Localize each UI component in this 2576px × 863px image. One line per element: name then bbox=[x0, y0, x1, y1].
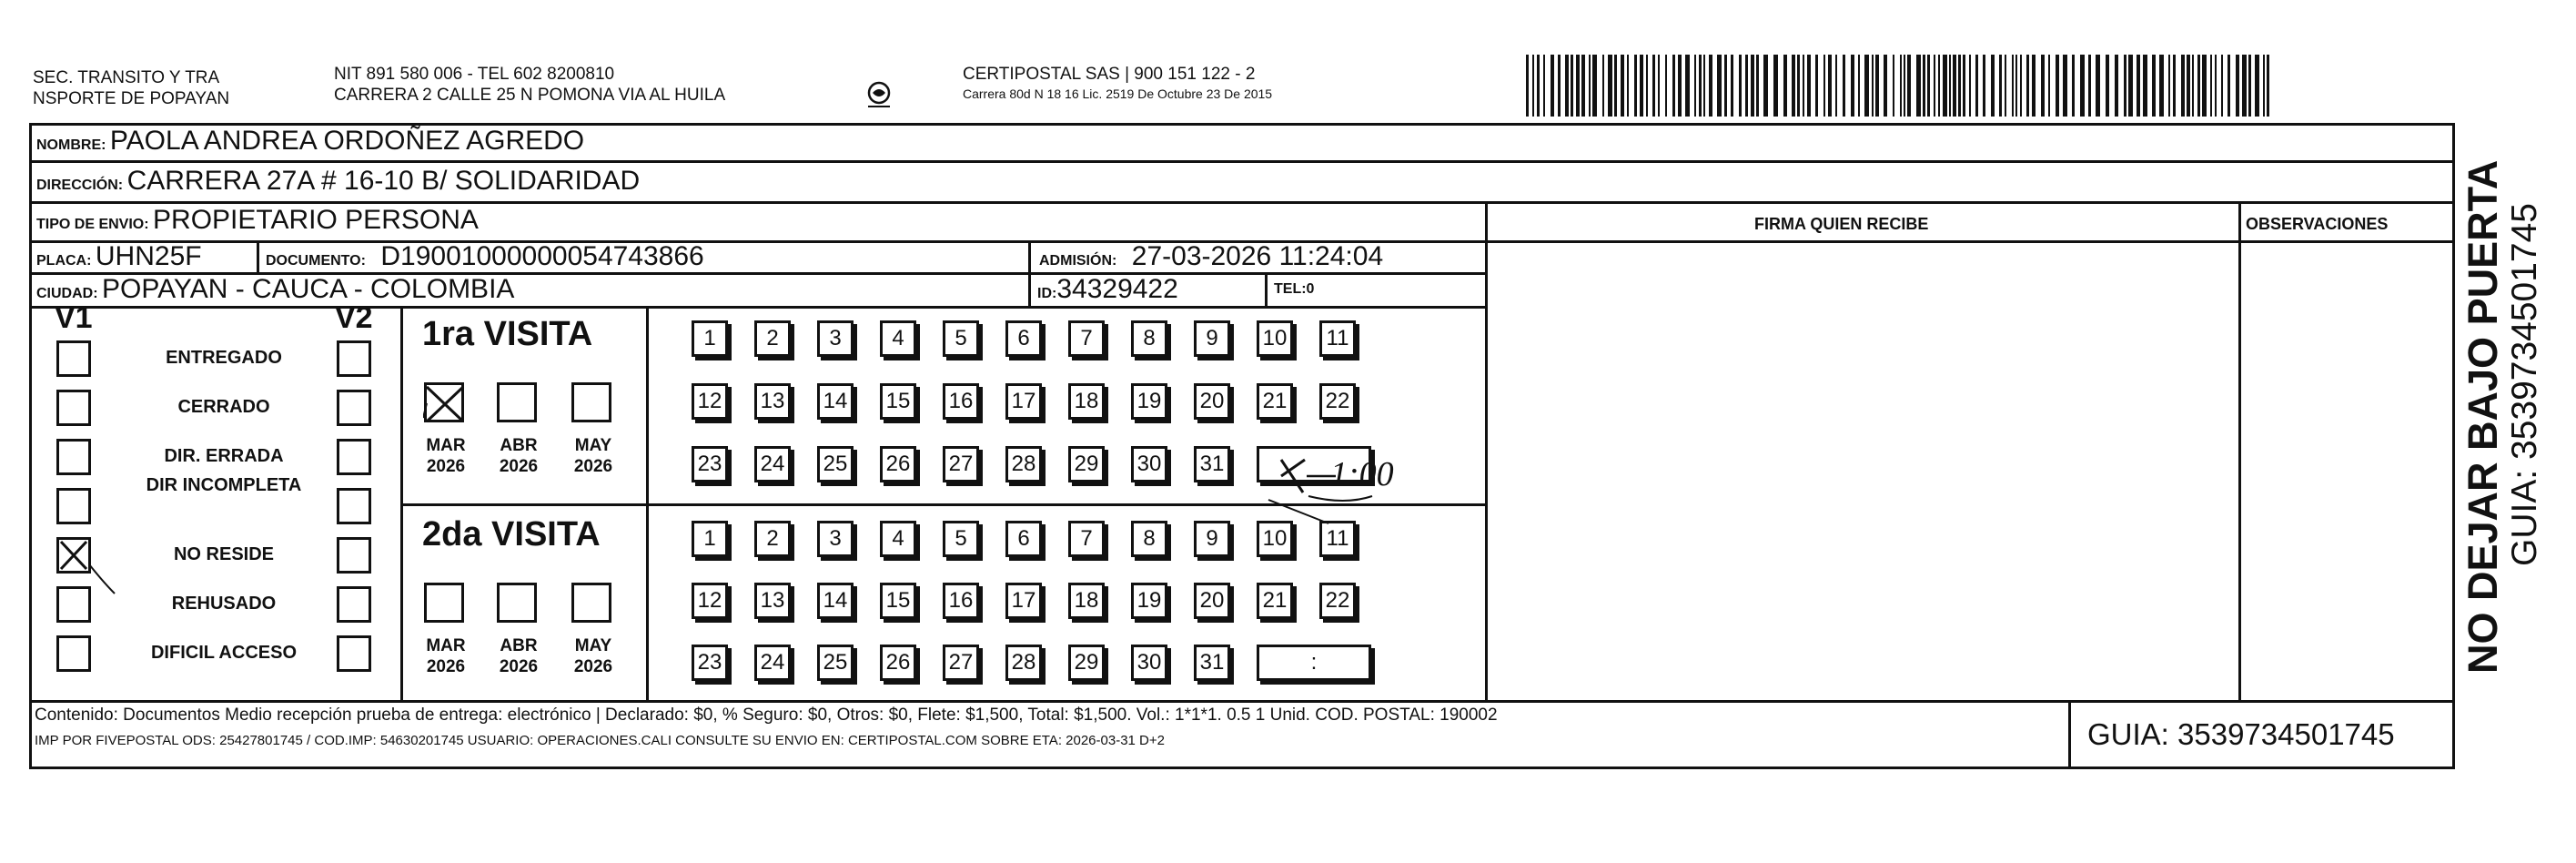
day-box[interactable]: 26 bbox=[880, 446, 916, 482]
month-year-label bbox=[419, 635, 473, 677]
year-label: 2026 bbox=[499, 457, 539, 476]
v1-checkbox[interactable] bbox=[56, 488, 91, 524]
day-box[interactable]: 13 bbox=[754, 383, 791, 420]
day-box[interactable]: 15 bbox=[880, 383, 916, 420]
day-box[interactable]: 25 bbox=[817, 446, 854, 482]
barcode-bar bbox=[2159, 55, 2164, 117]
barcode-bar bbox=[1576, 55, 1580, 117]
barcode-bar bbox=[1815, 55, 1818, 117]
barcode-bar bbox=[2137, 55, 2140, 117]
day-box[interactable]: 30 bbox=[1131, 645, 1167, 681]
barcode-bar bbox=[1558, 55, 1561, 117]
month-year-label bbox=[491, 435, 546, 477]
day-box[interactable]: 24 bbox=[754, 446, 791, 482]
barcode-bar bbox=[2020, 55, 2022, 117]
day-box[interactable]: 12 bbox=[692, 583, 728, 619]
side-text bbox=[2460, 160, 2544, 674]
day-box[interactable]: 29 bbox=[1068, 446, 1105, 482]
barcode-bar bbox=[2106, 55, 2109, 117]
status-label: REHUSADO bbox=[171, 594, 277, 614]
imp-line: IMP POR FIVEPOSTAL ODS: 25427801745 / COD.IMP: 54630201745 USUARIO: OPERACIONES.CALI CONSULTE SU ENVIO EN: CERTIPOSTAL.COM SOBRE ETA: 2026-03-31 D+2 bbox=[35, 733, 1165, 748]
barcode-bar bbox=[1589, 55, 1591, 117]
day-box[interactable]: 10 bbox=[1257, 521, 1293, 557]
barcode-bar bbox=[1864, 55, 1869, 117]
day-box[interactable]: 11 bbox=[1319, 521, 1356, 557]
barcode-bar bbox=[1614, 55, 1617, 117]
barcode-bar bbox=[1751, 55, 1754, 117]
direccion-row: DIRECCIÓN: CARRERA 27A # 16-10 B/ SOLIDARIDAD bbox=[36, 166, 641, 196]
barcode-bar bbox=[1532, 55, 1534, 117]
day-box[interactable]: 6 bbox=[1005, 521, 1042, 557]
firma-header: FIRMA QUIEN RECIBE bbox=[1754, 215, 1929, 233]
month-checkbox[interactable] bbox=[571, 382, 611, 422]
status-label: DIR INCOMPLETA bbox=[146, 475, 302, 495]
day-box[interactable]: 9 bbox=[1194, 521, 1230, 557]
barcode-bar bbox=[2192, 55, 2194, 117]
barcode-bar bbox=[1900, 55, 1902, 117]
barcode-bar bbox=[1551, 55, 1554, 117]
barcode-bar bbox=[1904, 55, 1905, 117]
time-box[interactable]: : bbox=[1257, 645, 1371, 681]
barcode-bar bbox=[2187, 55, 2190, 117]
day-box[interactable]: 30 bbox=[1131, 446, 1167, 482]
barcode-bar bbox=[1958, 55, 1961, 117]
barcode-bar bbox=[1943, 55, 1947, 117]
v2-checkbox[interactable] bbox=[337, 635, 371, 672]
day-box[interactable]: 7 bbox=[1068, 320, 1105, 357]
barcode-bar bbox=[1916, 55, 1921, 117]
month-label: MAR bbox=[426, 436, 466, 455]
status-label: ENTREGADO bbox=[166, 348, 282, 368]
month-label: ABR bbox=[500, 636, 538, 655]
handwritten-time-text: 1:00 bbox=[1330, 455, 1394, 493]
barcode-bar bbox=[1665, 55, 1667, 117]
day-box[interactable]: 12 bbox=[692, 383, 728, 420]
day-box[interactable]: 31 bbox=[1194, 645, 1230, 681]
day-box[interactable]: 29 bbox=[1068, 645, 1105, 681]
month-checkbox[interactable] bbox=[571, 583, 611, 623]
barcode-bar bbox=[1685, 55, 1690, 117]
barcode-bar bbox=[1756, 55, 1759, 117]
year-label: 2026 bbox=[573, 457, 613, 476]
day-box[interactable]: 14 bbox=[817, 583, 854, 619]
barcode-bar bbox=[1963, 55, 1965, 117]
day-box[interactable]: 27 bbox=[943, 645, 979, 681]
barcode-bar bbox=[1792, 55, 1795, 117]
sender-name: SEC. TRANSITO Y TRA NSPORTE DE POPAYAN bbox=[33, 68, 230, 108]
barcode-bar bbox=[1646, 55, 1648, 117]
barcode-bar bbox=[2227, 55, 2230, 117]
barcode-bar bbox=[1893, 55, 1894, 117]
day-box[interactable]: 17 bbox=[1005, 383, 1042, 420]
status-label: DIFICIL ACCESO bbox=[150, 643, 297, 663]
status-label: DIR. ERRADA bbox=[164, 446, 284, 466]
v2-checkbox[interactable] bbox=[337, 537, 371, 574]
barcode-bar bbox=[1907, 55, 1911, 117]
v2-checkbox[interactable] bbox=[337, 488, 371, 524]
id-field: ID:34329422 bbox=[1037, 274, 1178, 304]
day-box[interactable]: 19 bbox=[1131, 583, 1167, 619]
barcode-bar bbox=[2210, 55, 2212, 117]
barcode-bar bbox=[1672, 55, 1675, 117]
day-box[interactable]: 6 bbox=[1005, 320, 1042, 357]
day-box[interactable]: 2 bbox=[754, 320, 791, 357]
barcode-bar bbox=[2048, 55, 2050, 117]
barcode-bar bbox=[2202, 55, 2207, 117]
barcode-bar bbox=[1717, 55, 1722, 117]
v1-label: V1 bbox=[55, 300, 93, 335]
barcode-bar bbox=[1828, 55, 1832, 117]
barcode-bar bbox=[1731, 55, 1733, 117]
barcode-bar bbox=[2215, 55, 2217, 117]
tel-field: TEL:0 bbox=[1274, 281, 1315, 297]
barcode-bar bbox=[1652, 55, 1655, 117]
barcode-bar bbox=[2041, 55, 2045, 117]
barcode-bar bbox=[1581, 55, 1585, 117]
barcode-bar bbox=[2248, 55, 2251, 117]
year-label: 2026 bbox=[426, 657, 466, 676]
status-label: CERRADO bbox=[177, 397, 270, 417]
barcode-bar bbox=[1938, 55, 1940, 117]
barcode-bar bbox=[1999, 55, 2002, 117]
v1-checkbox[interactable] bbox=[56, 635, 91, 672]
day-box[interactable]: 13 bbox=[754, 583, 791, 619]
barcode-bar bbox=[2072, 55, 2075, 117]
barcode-bar bbox=[1565, 55, 1569, 117]
v1-checkbox[interactable] bbox=[56, 439, 91, 475]
barcode-bar bbox=[2152, 55, 2156, 117]
day-box[interactable]: 27 bbox=[943, 446, 979, 482]
barcode-bar bbox=[1763, 55, 1768, 117]
month-year-label bbox=[566, 435, 621, 477]
placa-field: PLACA: UHN25F bbox=[36, 241, 202, 271]
barcode-bar bbox=[1602, 55, 1604, 117]
day-box[interactable]: 20 bbox=[1194, 583, 1230, 619]
day-box[interactable]: 23 bbox=[692, 645, 728, 681]
footer-guia: GUIA: 3539734501745 bbox=[2087, 717, 2395, 751]
barcode-bar bbox=[1807, 55, 1811, 117]
barcode-bar bbox=[2063, 55, 2067, 117]
month-checkbox[interactable] bbox=[497, 583, 537, 623]
certipostal-logo bbox=[863, 78, 895, 111]
barcode-bar bbox=[1953, 55, 1956, 117]
month-year-label bbox=[491, 635, 546, 677]
barcode-bar bbox=[2236, 55, 2239, 117]
no-dejar-bajo-puerta: NO DEJAR BAJO PUERTA bbox=[2460, 159, 2506, 674]
barcode-bar bbox=[1745, 55, 1748, 117]
ciudad-field: CIUDAD: POPAYAN - CAUCA - COLOMBIA bbox=[36, 274, 515, 304]
day-box[interactable]: 28 bbox=[1005, 645, 1042, 681]
v2-checkbox[interactable] bbox=[337, 586, 371, 623]
year-label: 2026 bbox=[573, 657, 613, 676]
barcode-bar bbox=[2168, 55, 2170, 117]
barcode-bar bbox=[2255, 55, 2259, 117]
day-box[interactable]: 16 bbox=[943, 383, 979, 420]
barcode-bar bbox=[1823, 55, 1825, 117]
day-box[interactable]: 8 bbox=[1131, 320, 1167, 357]
barcode-bar bbox=[1797, 55, 1800, 117]
barcode-bar bbox=[1592, 55, 1597, 117]
side-guia: GUIA: 3539734501745 bbox=[2505, 203, 2544, 566]
barcode-bar bbox=[1843, 55, 1845, 117]
day-box[interactable]: 4 bbox=[880, 521, 916, 557]
barcode-bar bbox=[2026, 55, 2029, 117]
barcode-bar bbox=[1694, 55, 1696, 117]
barcode-bar bbox=[2263, 55, 2265, 117]
day-box[interactable]: 25 bbox=[817, 645, 854, 681]
status-label: NO RESIDE bbox=[173, 544, 275, 564]
barcode-bar bbox=[1983, 55, 1985, 117]
month-checkbox[interactable] bbox=[497, 382, 537, 422]
day-box[interactable]: 3 bbox=[817, 521, 854, 557]
nombre-row: NOMBRE: PAOLA ANDREA ORDOÑEZ AGREDO bbox=[36, 126, 585, 156]
day-box[interactable]: 21 bbox=[1257, 383, 1293, 420]
barcode-bar bbox=[1621, 55, 1624, 117]
day-box[interactable]: 20 bbox=[1194, 383, 1230, 420]
barcode-bar bbox=[1872, 55, 1874, 117]
barcode-bar bbox=[2032, 55, 2036, 117]
day-box[interactable]: 4 bbox=[880, 320, 916, 357]
tipo-envio-row: TIPO DE ENVIO: PROPIETARIO PERSONA bbox=[36, 205, 479, 235]
day-box[interactable]: 14 bbox=[817, 383, 854, 420]
day-box[interactable]: 19 bbox=[1131, 383, 1167, 420]
documento-field: DOCUMENTO: D19001000000054743866 bbox=[266, 241, 704, 271]
day-box[interactable]: 2 bbox=[754, 521, 791, 557]
barcode-bar bbox=[1634, 55, 1637, 117]
barcode-bar bbox=[1699, 55, 1702, 117]
barcode-bar bbox=[2012, 55, 2014, 117]
barcode-bar bbox=[1703, 55, 1705, 117]
day-box[interactable]: 16 bbox=[943, 583, 979, 619]
month-year-label bbox=[566, 635, 621, 677]
barcode-bar bbox=[1934, 55, 1935, 117]
day-box[interactable]: 31 bbox=[1194, 446, 1230, 482]
day-box[interactable]: 18 bbox=[1068, 383, 1105, 420]
day-box[interactable]: 22 bbox=[1319, 383, 1356, 420]
barcode-bar bbox=[1773, 55, 1778, 117]
day-box[interactable]: 10 bbox=[1257, 320, 1293, 357]
barcode-bar bbox=[1949, 55, 1951, 117]
barcode-bar bbox=[2005, 55, 2006, 117]
barcode-bar bbox=[1571, 55, 1573, 117]
barcode-bar bbox=[1975, 55, 1978, 117]
day-box[interactable]: 9 bbox=[1194, 320, 1230, 357]
month-checkbox[interactable] bbox=[424, 583, 464, 623]
barcode-bar bbox=[1858, 55, 1860, 117]
day-box[interactable]: 23 bbox=[692, 446, 728, 482]
day-box[interactable]: 5 bbox=[943, 320, 979, 357]
barcode-bar bbox=[1739, 55, 1742, 117]
day-box[interactable]: 21 bbox=[1257, 583, 1293, 619]
admision-field: ADMISIÓN: 27-03-2026 11:24:04 bbox=[1039, 241, 1384, 271]
barcode-bar bbox=[1537, 55, 1540, 117]
barcode-bar bbox=[1709, 55, 1712, 117]
day-box[interactable]: 11 bbox=[1319, 320, 1356, 357]
v2-checkbox[interactable] bbox=[337, 340, 371, 377]
day-box[interactable]: 24 bbox=[754, 645, 791, 681]
year-label: 2026 bbox=[426, 457, 466, 476]
year-label: 2026 bbox=[499, 657, 539, 676]
day-box[interactable]: 28 bbox=[1005, 446, 1042, 482]
v2-label: V2 bbox=[335, 300, 373, 335]
barcode-bar bbox=[1884, 55, 1887, 117]
barcode-bar bbox=[1640, 55, 1643, 117]
day-box[interactable]: 5 bbox=[943, 521, 979, 557]
v1-checkbox[interactable] bbox=[56, 537, 91, 574]
barcode-bar bbox=[2124, 55, 2126, 117]
day-box[interactable]: 1 bbox=[692, 320, 728, 357]
barcode-bar bbox=[1543, 55, 1545, 117]
day-box[interactable]: 26 bbox=[880, 645, 916, 681]
barcode-bar bbox=[2015, 55, 2017, 117]
day-box[interactable]: 8 bbox=[1131, 521, 1167, 557]
contenido-line: Contenido: Documentos Medio recepción prueba de entrega: electrónico | Declarado: $0, % Seguro: $0, Otros: $0, Flete: $1,500, Total: $1,500. Vol.: 1*1*1. 0.5 1 Unid. COD. POSTAL: 190002 bbox=[35, 706, 1498, 725]
barcode-bar bbox=[1526, 55, 1529, 117]
company-info: CERTIPOSTAL SAS | 900 151 122 - 2 Carrera 80d N 18 16 Lic. 2519 De Octubre 23 De 2015 bbox=[963, 65, 1273, 101]
barcode-bar bbox=[1875, 55, 1879, 117]
barcode-bar bbox=[1658, 55, 1660, 117]
pen-stroke bbox=[1265, 496, 1338, 533]
observaciones-header: OBSERVACIONES bbox=[2246, 215, 2389, 233]
month-checkbox[interactable] bbox=[424, 382, 464, 422]
barcode-bar bbox=[2242, 55, 2247, 117]
day-box[interactable]: 7 bbox=[1068, 521, 1105, 557]
barcode-bar bbox=[1991, 55, 1995, 117]
barcode-bar bbox=[1803, 55, 1804, 117]
v2-checkbox[interactable] bbox=[337, 439, 371, 475]
barcode-bar bbox=[2221, 55, 2223, 117]
barcode-bar bbox=[1835, 55, 1837, 117]
barcode bbox=[1526, 55, 2278, 117]
barcode-bar bbox=[2096, 55, 2100, 117]
day-box[interactable]: 1 bbox=[692, 521, 728, 557]
barcode-bar bbox=[2128, 55, 2133, 117]
barcode-bar bbox=[2173, 55, 2176, 117]
v1-checkbox[interactable] bbox=[56, 390, 91, 426]
pen-stroke bbox=[87, 563, 124, 599]
month-label: MAR bbox=[426, 636, 466, 655]
v2-checkbox[interactable] bbox=[337, 390, 371, 426]
barcode-bar bbox=[1678, 55, 1682, 117]
barcode-bar bbox=[1851, 55, 1854, 117]
barcode-bar bbox=[1969, 55, 1971, 117]
month-label: MAY bbox=[574, 636, 612, 655]
barcode-bar bbox=[1927, 55, 1930, 117]
month-label: ABR bbox=[500, 436, 538, 455]
barcode-bar bbox=[2197, 55, 2200, 117]
barcode-bar bbox=[2056, 55, 2059, 117]
day-box[interactable]: 17 bbox=[1005, 583, 1042, 619]
barcode-bar bbox=[2115, 55, 2118, 117]
v1-checkbox[interactable] bbox=[56, 586, 91, 623]
barcode-bar bbox=[1608, 55, 1612, 117]
barcode-bar bbox=[2088, 55, 2091, 117]
second-visit-title: 2da VISITA bbox=[422, 515, 601, 553]
month-year-label bbox=[419, 435, 473, 477]
day-box[interactable]: 15 bbox=[880, 583, 916, 619]
handwritten-time bbox=[1272, 449, 1454, 503]
barcode-bar bbox=[2080, 55, 2085, 117]
first-visit-title: 1ra VISITA bbox=[422, 315, 593, 353]
sender-nit-address: NIT 891 580 006 - TEL 602 8200810 CARRERA 2 CALLE 25 N POMONA VIA AL HUILA bbox=[334, 65, 726, 105]
barcode-bar bbox=[1724, 55, 1727, 117]
day-box[interactable]: 3 bbox=[817, 320, 854, 357]
barcode-bar bbox=[2267, 55, 2269, 117]
barcode-bar bbox=[1627, 55, 1629, 117]
barcode-bar bbox=[2143, 55, 2147, 117]
barcode-bar bbox=[2181, 55, 2185, 117]
day-box[interactable]: 18 bbox=[1068, 583, 1105, 619]
barcode-bar bbox=[1783, 55, 1787, 117]
v1-checkbox[interactable] bbox=[56, 340, 91, 377]
day-box[interactable]: 22 bbox=[1319, 583, 1356, 619]
month-label: MAY bbox=[574, 436, 612, 455]
barcode-bar bbox=[1923, 55, 1925, 117]
